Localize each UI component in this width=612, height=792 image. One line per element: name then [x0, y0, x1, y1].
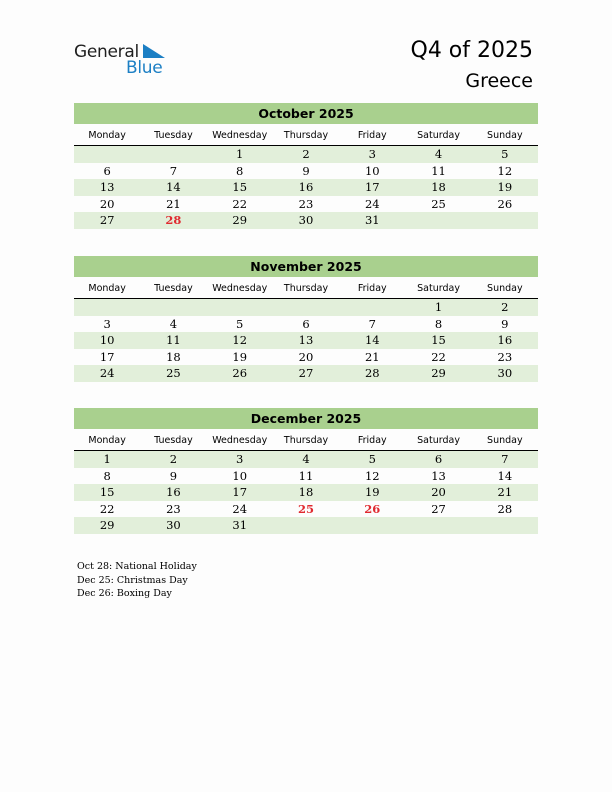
weekday-header-row [74, 281, 538, 299]
day-cell: 12 [232, 333, 248, 347]
day-cell: 5 [501, 147, 509, 161]
day-cell: 7 [368, 316, 376, 331]
day-cell: 21 [166, 196, 181, 211]
day-cell: 31 [232, 518, 248, 532]
day-cell: 4 [302, 452, 310, 466]
day-cell: 4 [169, 316, 178, 331]
day-cell [339, 299, 405, 316]
day-cell: 13 [431, 468, 446, 483]
day-cell: 1 [434, 300, 443, 314]
day-cell: 29 [99, 518, 115, 532]
day-cell: 21 [364, 349, 380, 364]
day-cell: 20 [99, 196, 115, 211]
day-cell: 30 [166, 518, 181, 532]
day-cell: 7 [501, 452, 509, 466]
day-cell [339, 517, 405, 534]
day-cell: 15 [232, 180, 248, 194]
day-cell: 26 [497, 196, 513, 211]
day-cell: 11 [431, 163, 446, 178]
weekday-label: Saturday [417, 130, 460, 141]
weekday-label: Friday [357, 283, 387, 294]
day-cell: 2 [169, 452, 178, 466]
day-cell: 18 [298, 485, 314, 499]
day-cell: 24 [99, 366, 115, 380]
weekday-label: Friday [357, 435, 387, 446]
day-cell: 16 [298, 180, 314, 194]
day-cell: 12 [364, 468, 380, 483]
weekday-header-row [74, 433, 538, 451]
weekday-label: Thursday [283, 130, 329, 141]
day-cell: 9 [169, 468, 178, 483]
week-row [74, 196, 538, 213]
day-cell: 10 [364, 163, 380, 178]
day-cell: 3 [368, 147, 376, 161]
day-cell: 8 [236, 163, 244, 178]
weekday-label: Wednesday [212, 283, 268, 294]
week-row [74, 316, 538, 333]
day-cell: 15 [431, 333, 446, 347]
day-cell [273, 517, 339, 534]
day-cell [405, 517, 471, 534]
day-cell: 3 [236, 452, 244, 466]
day-cell: 1 [103, 452, 111, 466]
day-cell: 4 [434, 147, 443, 161]
day-cell: 29 [232, 213, 248, 227]
weekday-label: Saturday [417, 435, 460, 446]
week-row [74, 299, 538, 316]
day-cell: 31 [364, 213, 380, 227]
day-cell: 2 [302, 147, 310, 161]
weekday-label: Tuesday [154, 283, 193, 294]
week-row [74, 349, 538, 366]
day-cell: 27 [99, 213, 115, 227]
day-cell: 8 [434, 316, 443, 331]
weekday-header-row [74, 128, 538, 146]
holiday-day-cell: 25 [297, 501, 314, 516]
weekday-label: Thursday [283, 283, 329, 294]
day-cell [140, 146, 206, 163]
holiday-note: Oct 28: National Holiday [77, 561, 197, 572]
day-cell: 19 [497, 180, 513, 194]
day-cell: 9 [501, 316, 509, 331]
logo-general-text: General [74, 42, 139, 62]
day-cell [74, 299, 140, 316]
day-cell: 29 [431, 366, 446, 380]
weekday-label: Monday [88, 435, 126, 446]
day-cell: 25 [431, 196, 446, 211]
week-row [74, 146, 538, 163]
holiday-note: Dec 25: Christmas Day [77, 574, 188, 586]
week-row [74, 501, 538, 518]
weekday-label: Sunday [487, 435, 523, 446]
weekday-label: Sunday [487, 283, 523, 294]
day-cell: 22 [431, 349, 446, 364]
day-cell: 10 [99, 333, 115, 347]
day-cell: 23 [497, 349, 513, 364]
day-cell: 11 [298, 468, 314, 483]
day-cell: 11 [166, 333, 181, 347]
day-cell: 27 [431, 501, 446, 516]
day-cell: 19 [232, 349, 248, 364]
day-cell: 5 [368, 452, 376, 466]
day-cell: 20 [431, 485, 446, 499]
week-row [74, 484, 538, 501]
day-cell: 16 [166, 485, 181, 499]
day-cell: 27 [298, 366, 314, 380]
day-cell: 17 [232, 485, 248, 499]
day-cell [74, 146, 140, 163]
day-cell [207, 299, 273, 316]
weekday-label: Friday [357, 130, 387, 141]
week-row [74, 365, 538, 382]
day-cell: 2 [501, 300, 509, 314]
day-cell: 24 [232, 501, 248, 516]
day-cell: 9 [302, 163, 310, 178]
weekday-label: Thursday [283, 435, 329, 446]
day-cell: 14 [364, 333, 380, 347]
day-cell: 30 [497, 366, 513, 380]
day-cell: 15 [99, 485, 115, 499]
day-cell: 24 [364, 196, 380, 211]
day-cell: 10 [232, 468, 248, 483]
day-cell: 19 [364, 485, 380, 499]
weekday-label: Monday [88, 283, 126, 294]
week-row [74, 451, 538, 468]
day-cell [472, 517, 538, 534]
week-row [74, 212, 538, 229]
weekday-label: Wednesday [212, 435, 268, 446]
day-cell: 25 [166, 366, 181, 380]
day-cell: 28 [497, 501, 513, 516]
day-cell: 22 [99, 501, 115, 516]
page-title: Q4 of 2025 [410, 38, 533, 63]
day-cell: 14 [166, 180, 181, 194]
weekday-label: Wednesday [212, 130, 268, 141]
day-cell: 13 [99, 180, 115, 194]
month-title: November 2025 [74, 256, 538, 277]
day-cell: 12 [497, 163, 513, 178]
week-row [74, 468, 538, 485]
weekday-label: Monday [88, 130, 126, 141]
day-cell: 7 [169, 163, 178, 178]
weekday-label: Saturday [417, 283, 460, 294]
day-cell [472, 212, 538, 229]
day-cell: 14 [497, 468, 513, 483]
holiday-note: Dec 26: Boxing Day [77, 588, 172, 599]
day-cell: 20 [298, 349, 314, 364]
day-cell: 30 [298, 213, 314, 227]
day-cell: 13 [298, 333, 314, 347]
day-cell: 23 [166, 501, 181, 516]
logo-blue-text: Blue [126, 58, 163, 78]
month-november [74, 256, 538, 382]
week-row [74, 517, 538, 534]
month-title: December 2025 [74, 408, 538, 429]
month-october [74, 103, 538, 229]
month-december [74, 408, 538, 534]
week-row [74, 332, 538, 349]
day-cell: 8 [103, 468, 111, 483]
holiday-day-cell: 26 [364, 501, 381, 516]
day-cell: 1 [236, 147, 244, 161]
weekday-label: Tuesday [154, 435, 193, 446]
day-cell: 6 [103, 163, 111, 178]
day-cell [140, 299, 206, 316]
holiday-day-cell: 28 [165, 213, 182, 227]
day-cell [273, 299, 339, 316]
day-cell [405, 212, 471, 229]
day-cell: 6 [302, 316, 310, 331]
day-cell: 17 [364, 180, 380, 194]
generalblue-logo [74, 42, 174, 78]
day-cell: 16 [497, 333, 513, 347]
day-cell: 26 [232, 366, 248, 380]
holiday-notes [77, 560, 197, 601]
day-cell: 18 [166, 349, 181, 364]
page-subtitle: Greece [465, 70, 533, 92]
day-cell: 5 [236, 316, 244, 331]
day-cell: 6 [434, 452, 443, 466]
day-cell: 21 [497, 485, 513, 499]
weekday-label: Sunday [487, 130, 523, 141]
day-cell: 17 [99, 349, 115, 364]
day-cell: 18 [431, 180, 446, 194]
day-cell: 3 [103, 316, 111, 331]
day-cell: 22 [232, 196, 248, 211]
week-row [74, 163, 538, 180]
day-cell: 28 [364, 366, 380, 380]
month-title: October 2025 [74, 103, 538, 124]
day-cell: 23 [298, 196, 314, 211]
weekday-label: Tuesday [154, 130, 193, 141]
week-row [74, 179, 538, 196]
